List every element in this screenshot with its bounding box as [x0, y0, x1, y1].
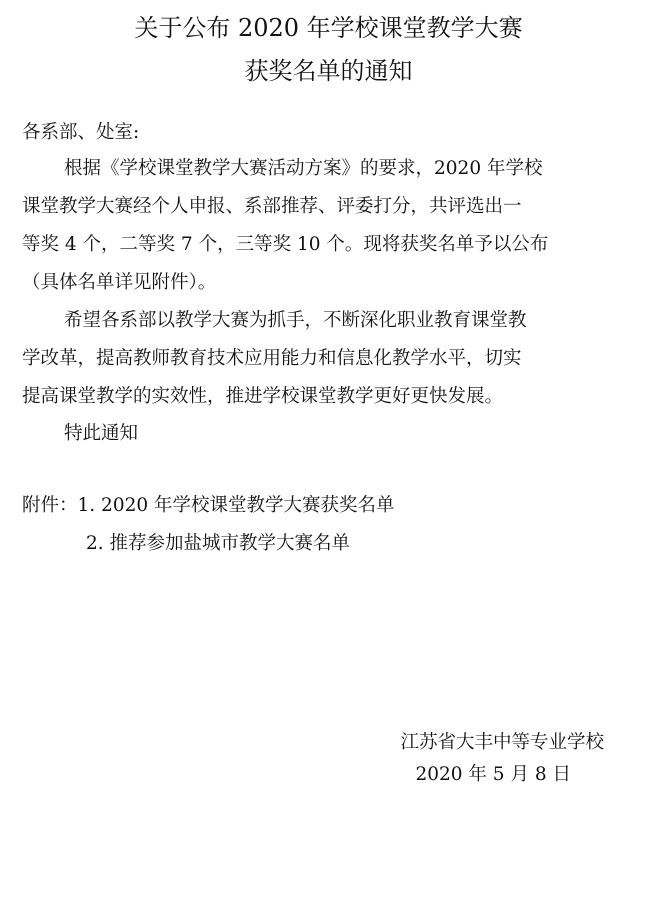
paragraph-1	[22, 150, 622, 302]
closing-text: 特此通知	[64, 423, 139, 444]
signature-date: 2020 年 5 月 8 日	[415, 764, 571, 785]
paragraph-1-line: 课堂教学大赛经个人申报、系部推荐、评委打分，共评选出一	[22, 196, 522, 217]
salutation: 各系部、处室:	[22, 122, 140, 143]
paragraph-2-line: 希望各系部以教学大赛为抓手，不断深化职业教育课堂教	[64, 310, 527, 331]
attachment-item	[22, 487, 395, 525]
paragraph-1-line: 根据《学校课堂教学大赛活动方案》的要求，2020 年学校	[64, 158, 543, 179]
closing-block	[22, 415, 622, 453]
signature-organization: 江苏省大丰中等专业学校	[400, 732, 604, 753]
paragraph-2-line: 学改革，提高教师教育技术应用能力和信息化教学水平，切实	[22, 348, 522, 369]
attachment-1: 1. 2020 年学校课堂教学大赛获奖名单	[77, 495, 395, 516]
attachments-label: 附件：	[22, 495, 78, 516]
paragraph-2-line: 提高课堂教学的实效性，推进学校课堂教学更好更快发展。	[22, 386, 504, 407]
paragraph-1-line: 等奖 4 个，二等奖 7 个，三等奖 10 个。现将获奖名单予以公布	[22, 234, 549, 255]
paragraph-1-line: （具体名单详见附件）。	[22, 272, 217, 293]
document-title-line-2: 获奖名单的通知	[244, 57, 413, 85]
paragraph-2	[22, 302, 622, 416]
attachments	[22, 487, 395, 563]
document-title-line-1: 关于公布 2020 年学校课堂教学大赛	[134, 14, 523, 42]
attachment-2: 2. 推荐参加盐城市教学大赛名单	[86, 533, 351, 554]
